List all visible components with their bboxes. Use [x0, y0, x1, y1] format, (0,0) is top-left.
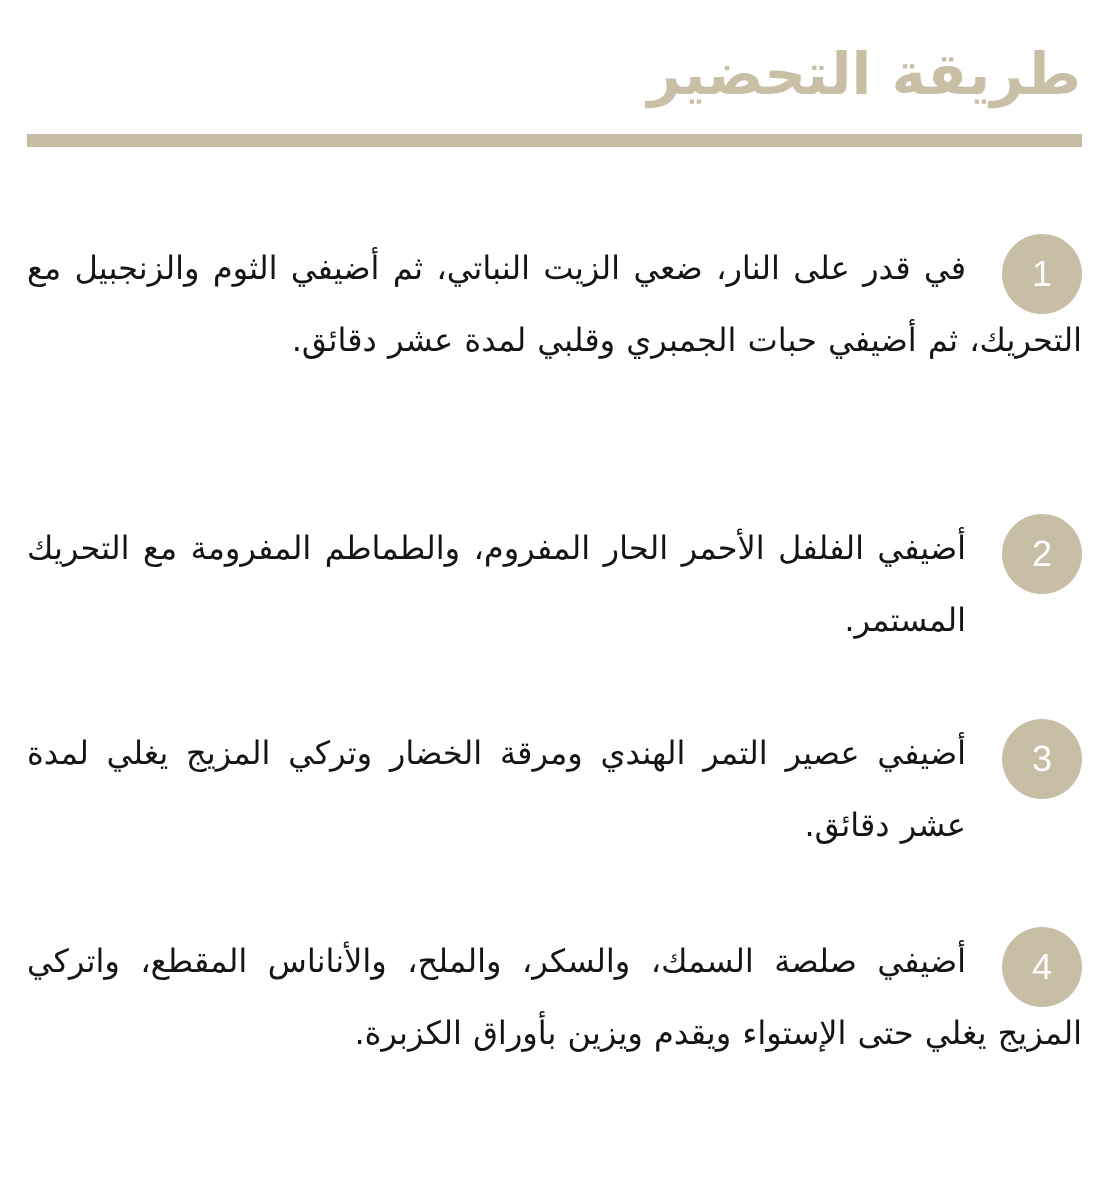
step-number-badge: 1: [1002, 234, 1082, 314]
step-instruction-text: أضيفي صلصة السمك، والسكر، والملح، والأناناس المقطع، واتركي المزيج يغلي حتى الإستواء ويقدم ويزين بأوراق الكزبرة.: [27, 942, 1082, 1052]
step-instruction-text: أضيفي الفلفل الأحمر الحار المفروم، والطماطم المفرومة مع التحريك المستمر.: [27, 529, 966, 639]
step-number-badge: 3: [1002, 719, 1082, 799]
step-number-badge: 2: [1002, 514, 1082, 594]
page-title: طريقة التحضير: [647, 40, 1081, 108]
title-divider: [27, 134, 1082, 147]
step-instruction-text: أضيفي عصير التمر الهندي ومرقة الخضار وتركي المزيج يغلي لمدة عشر دقائق.: [27, 734, 966, 844]
step-instruction-text: في قدر على النار، ضعي الزيت النباتي، ثم أضيفي الثوم والزنجبيل مع التحريك، ثم أضيفي حبات الجمبري وقلبي لمدة عشر دقائق.: [27, 249, 1082, 359]
step-number-badge: 4: [1002, 927, 1082, 1007]
